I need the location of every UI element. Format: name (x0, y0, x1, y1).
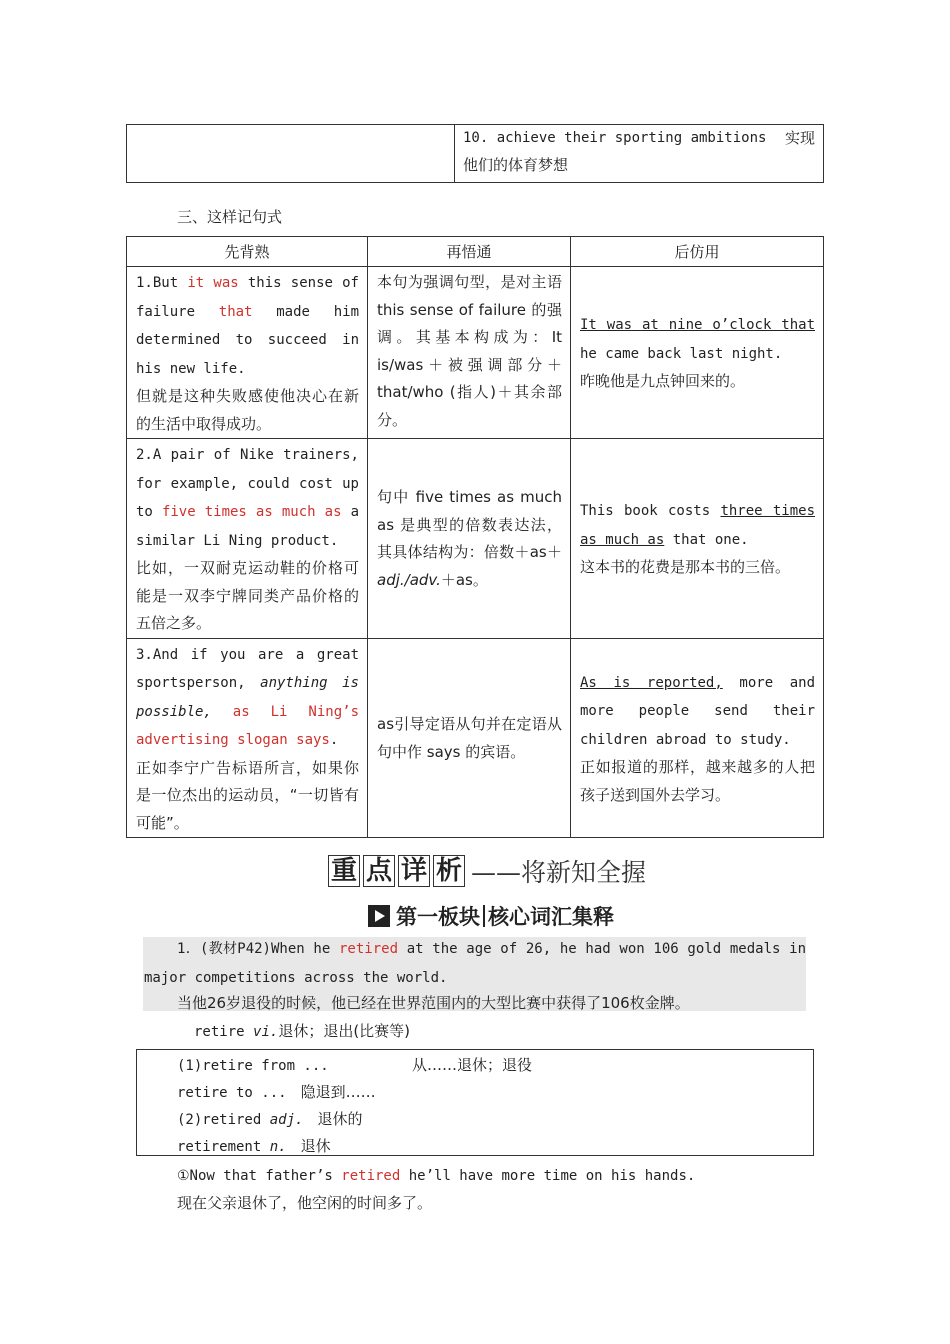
imitation-cell: As is reported, more and more people send their children abroad to study. 正如报道的那样，越来越多的人把孩子送到国外去学习。 (571, 638, 824, 838)
block-title-text: 第一板块 (396, 905, 480, 929)
sentence-cell: 3.And if you are a great sportsperson, anything is possible, as Li Ning’s advertising slogan says. 正如李宁广告标语所言，如果你是一位杰出的运动员，“一切皆有可能”。 (127, 638, 368, 838)
imitation-cell: It was at nine o’clock that he came back last night. 昨晚他是九点钟回来的。 (571, 267, 824, 439)
banner-char: 析 (433, 855, 465, 887)
block-subtitle-text: 核心词汇集释 (488, 905, 614, 929)
section-heading: 三、这样记句式 (177, 208, 283, 226)
header-memorize: 先背熟 (127, 237, 368, 267)
usage-line: (2)retired adj. 退休的 (177, 1110, 363, 1128)
word-entry: retire vi.退休；退出(比赛等) (194, 1022, 411, 1040)
sentence-cell: 1.But it was this sense of failure that made him determined to succeed in his new life. 但就是这种失败感使他决心在新的生活中取得成功。 (127, 267, 368, 439)
analysis-cell: as引导定语从句并在定语从句中作 says 的宾语。 (368, 638, 571, 838)
achieve-cn-1: 实现 (784, 129, 815, 147)
example-translation: 现在父亲退休了，他空闲的时间多了。 (177, 1194, 433, 1212)
table-row (127, 439, 824, 639)
achieve-phrase: 10. achieve their sporting ambitions (463, 130, 767, 146)
banner-char: 重 (328, 855, 360, 887)
header-imitate: 后仿用 (571, 237, 824, 267)
usage-line: (1)retire from ... (177, 1058, 329, 1074)
block-title (368, 902, 614, 930)
banner-char: 点 (363, 855, 395, 887)
top-table (126, 124, 824, 183)
banner-char: 详 (398, 855, 430, 887)
example-sentence: ①Now that father’s retired he’ll have more time on his hands. (177, 1168, 696, 1184)
sentence-cell: 2.A pair of Nike trainers, for example, could cost up to five times as much as a similar Li Ning product. 比如，一双耐克运动鞋的价格可能是一双李宁牌同类产品价格的五倍之多。 (127, 439, 368, 639)
top-table-empty-cell (127, 125, 455, 183)
banner-subtitle: ——将新知全握 (471, 858, 647, 887)
usage-box (136, 1049, 814, 1156)
table-row (127, 638, 824, 838)
analysis-cell: 本句为强调句型，是对主语 this sense of failure 的强调。其基本构成为：It is/was＋被强调部分＋that/who (指人)＋其余部分。 (368, 267, 571, 439)
usage-line: retirement n. 退休 (177, 1137, 331, 1155)
usage-line: retire to ... 隐退到…… (177, 1083, 376, 1101)
play-icon (368, 905, 390, 927)
header-understand: 再悟通 (368, 237, 571, 267)
item1-translation: 当他26岁退役的时候，他已经在世界范围内的大型比赛中获得了106枚金牌。 (177, 994, 690, 1012)
usage-line-cn: 从……退休；退役 (412, 1056, 533, 1074)
imitation-cell: This book costs three times as much as that one. 这本书的花费是那本书的三倍。 (571, 439, 824, 639)
table-row (127, 267, 824, 439)
top-table-cell (455, 125, 824, 183)
section-banner (328, 853, 646, 889)
block-title-divider (483, 905, 485, 927)
item1-sentence: 1．(教材P42)When he retired at the age of 26, he had won 106 gold medals in major competitions across the world. (144, 941, 806, 986)
achieve-cn-2: 他们的体育梦想 (463, 156, 569, 174)
sentence-table (126, 236, 824, 838)
analysis-cell: 句中 five times as much as 是典型的倍数表达法，其具体结构为：倍数＋as＋adj./adv.＋as。 (368, 439, 571, 639)
